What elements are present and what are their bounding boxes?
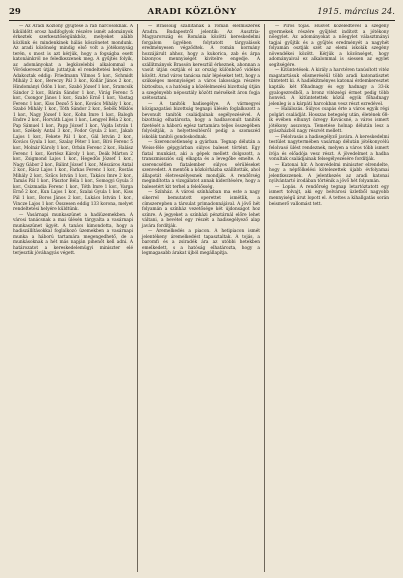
article-paragraph: — Piros tojás. Húsvét közeledtével a szegény gyermekek részére gyűjtést indított a jótékony nőegylet. Az adományokat a nőegylet választmányi tagjai gyűjtik és a gyűjtés eredményét a nagyhét folyamán osztják szét az elemi iskolák szegény növendékei között. Kérjük a közönséget, hogy adományaival ez alkalommal is siessen az egylet segítségére. [269, 24, 389, 68]
article-paragraph: — Halálozás. Súlyos csapás érte a város egyik régi polgári családját. Hosszas betegség után, életének 68-ik évében elhunyt özvegy Kovácsné, a város ismert jótékony asszonya. Temetése holnap délután lesz a gyászházból nagy részvét mellett. [269, 107, 389, 135]
issue-date: 1915. március 24. [317, 7, 395, 17]
article-paragraph: — Vasárnapi munkaszünet a hadiüzemekben. A városi tanácsnak a mai ülésén tárgyalta a vasárnapi munkaszünet ügyét. A tanács kimondotta, hogy a hadiszállításokkal foglalkozó üzemekben a vasárnapi munka a háború tartamára megengedhető, de a munkásoknak a hét más napján pihenőt kell adni. A határozatot a kereskedelemügyi miniszter elé terjesztik jóváhagyás végett. [13, 212, 133, 257]
article-paragraph: — Felolvasás a hadisegélyző javára. A kereskedelmi testület nagytermében vasárnap délután jótékonycélú felolvasó ülést rendeznek, melyen a város több ismert írója és előadója vesz részt. A jövedelmet a hadba vonultak családjainak felsegélyezésére fordítják. [269, 134, 389, 163]
article-paragraph: — Brassóiig szállítanak a román élelmiszerek Aradra. Budapestről jelentik: Az Ausztria-Magyarország és Románia közötti kereskedelmi forgalom ügyében folytatott tárgyalások eredményesen végződtek. A román kormány hozzájárult ahhoz, hogy a kukorica, zab és árpa bizonyos mennyiségét kivitelre engedje. A szállítmányok Brassón keresztül érkeznek, ahonnan a vasút útján osztják el az ország különböző vidékei között. Arad város tanácsa már lépéseket tett, hogy a szükséges mennyiséget a város lakossága részére biztosítsa, s a hatóság a közélelmezési bizottság útján a szegényebb néposztály között mérsékelt áron fogja szétosztani. [142, 24, 260, 102]
columns [9, 24, 395, 572]
page-number: 29 [9, 7, 21, 17]
article-paragraph: — Áremelkedés a piacon. A hetipiacon ismét jelentékeny áremelkedést tapasztaltak. A tojás, a baromfi és a zsiradék ára az utóbbi hetekben emelkedett, s a hatóság elhatározta, hogy a legmagasabb árakat újból megállapítja. [142, 229, 260, 257]
column-left [9, 24, 137, 572]
article-paragraph: — Színház. A városi színházban ma este a nagy sikerrel bemutatott operettet ismétlik, a címszerepben a társulat primadonnájával. A jövő hét folyamán a színház vezetősége két újdonságot hoz színre. A jegyeket a színházi pénztárnál előre lehet váltani, a bevétel egy részét a hadisegélyező alap javára fordítják. [142, 190, 260, 229]
page-header [9, 6, 395, 19]
article-paragraph: — A tanítók hadisegélye. A vármegyei közigazgatási bizottság tegnapi ülésén foglalkozott a bevonult tanítók családjainak segélyezésével. A bizottság elhatározta, hogy a hadbavonult tanítók fizetését a háború egész tartamára teljes összegében folyósítják, a helyettesítésről pedig a szomszéd iskolák tanítói gondoskodnak. [142, 101, 260, 140]
article-paragraph: — Szerencsétlenség a gyárban. Tegnap délután a Weiss-féle gépgyárban súlyos baleset történt. Egy fiatal munkást, aki a gépek mellett dolgozott, a transzmissziós szíj elkapta és a levegőbe emelte. A szerencsétlen fiatalember súlyos sérüléseket szenvedett. A mentők a közkórházba szállították, ahol állapotát életveszélyesnek mondják. A rendőrség megindította a vizsgálatot annak kiderítésére, hogy a balesetért kit terhel a felelősség. [142, 140, 260, 190]
newspaper-title: ARADI KÖZLÖNY [147, 7, 237, 17]
column-right [265, 24, 393, 572]
column-middle [137, 24, 265, 572]
article-paragraph: — Kitüntetések. A király a harctéren tanúsított vitéz magatartásuk elismeréséül több aradi katonatisztet tüntetett ki. A hadiékítményes katonai érdemkeresztet kapták: két főhadnagy és egy hadnagy a 33-ik gyalogezredből, a bronz vitézségi érmet pedig több honvéd. A kitüntetettek közül egyik főhadnagy jelenleg is a kárpáti harcokban vesz részt ezredével. [269, 68, 389, 107]
article-paragraph: — Lopás. A rendőrség tegnap letartóztatott egy ismert tolvajt, aki egy belvárosi üzletből nagyobb mennyiségű árut lopott el. A tettes a kihallgatás során beismerő vallomást tett. [269, 184, 389, 207]
article-paragraph: — Az Aradi Közlöny gyűjtése a rab harcosoknak. A kiküldött orosz hadifoglyok részére ismét adományok érkeztek szerkesztőségünkhöz, melyeket alább közlünk és mindenkinek hálás köszönetet mondunk. Az aradi közönség mindig első volt a jótékonyság terén, s most is azt kérjük, hogy a fogságba esett katonáinkról ne feledkezzenek meg. A gyűjtés folyik, az adományokat a legközelebbi alkalommal a Vöröskereszt útján juttatjuk el rendeltetési helyükre. Adakoztak eddig: Friedmann Vilmos 5 kor., Schmidt Mihály 2 kor., Bereczy Pál 3 kor., Kollár János 2 kor., Hindományi Ödön 1 kor., Szabó József 1 kor., Sramcsik Sándor 2 kor., Bárán Sándor 1 kor., Virág Ferenc 5 kor., Csongor János 1 kor., Szabó Ernő 1 kor., Vastag Ferenc 1 kor., Kiss Dezső 5 kor., Kovács Mihály 1 kor., Szabó Mihály 1 kor., Tóth Sándor 2 kor., Sebők Miklós 1 kor., Nagy József 1 kor., Kohn Imre 1 kor., Balogh Endre 2 kor., Horváth Lajos 1 kor., Lengyel Béla 2 kor., Pap Sámuel 1 kor., Papp József 1 kor., Vajda István 1 kor., Székely Antal 3 kor., Fodor Gyula 2 kor., Jakab Lajos 1 kor., Fekete Pál 1 kor., Gál István 2 kor., Kovács Gyula 1 kor., Szalay Péter 1 kor., Bíró Ferenc 5 kor., Molnár Károly 1 kor., Orbán Ferenc 2 kor., Halász Ferenc 1 kor., Kertész Károly 1 kor., Deák Márton 2 kor., Zsigmond Lajos 1 kor., Hegedűs József 1 kor., Nagy Gábor 2 kor., Bálint József 1 kor., Mészáros Antal 2 kor., Rácz Lajos 1 kor., Farkas Ferenc 1 kor., Rostás Mihály 2 kor., Szűcs István 1 kor., Takács Imre 2 kor., Tamás Pál 1 kor., Pásztor Béla 1 kor., Somogyi Gyula 3 kor., Csizmadia Ferenc 1 kor., Tóth Imre 1 kor., Varga Ernő 2 kor., Kun Lajos 1 kor., Szalai Gyula 1 kor., Kiss Pál 1 kor., Boros János 2 kor., Lukács István 1 kor., Vincze Lajos 1 kor. Összesen eddig 133 korona, melyet rendeltetési helyére küldtünk. [13, 24, 133, 213]
article-paragraph: — Katonai hír. A honvédelmi miniszter elrendelte, hogy a népfölkelési kötelezettek újabb évfolyamai jelentkezzenek. A jelentkezés az aradi katonai nyilvántartó irodában történik a jövő hét folyamán. [269, 162, 389, 185]
header-rule [9, 20, 395, 21]
